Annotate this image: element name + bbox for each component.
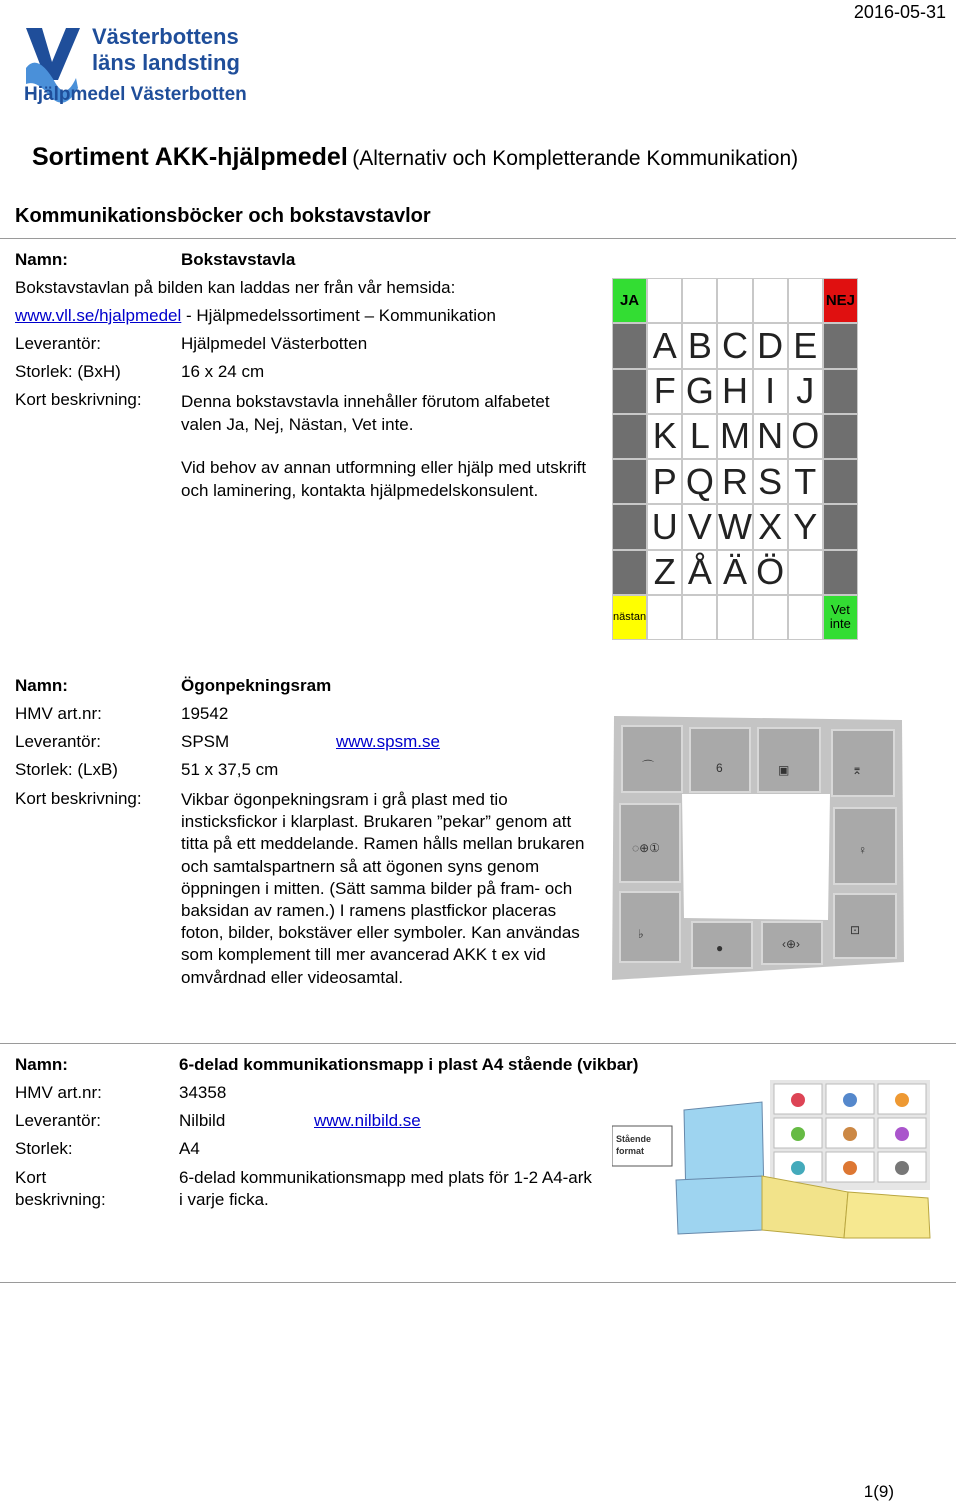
item1-link-tail: - Hjälpmedelssortiment – Kommunikation <box>181 306 496 325</box>
folder-caption-1: Stående <box>616 1134 652 1144</box>
board-letter-L: L <box>682 414 717 459</box>
svg-text:⌒: ⌒ <box>642 759 655 773</box>
item2-desc: Vikbar ögonpekningsram i grå plast med tio insticksfickor i klarplast. Brukaren ”pekar” genom att titta på ett meddelande. Ramen hålls mellan brukaren och samtalspartnern så att ögonen syns genom öppningen i mitten. (Sätt samma bilder på fram- och baksidan av ramen.) I ramens plastfickor placeras foton, bilder, bokstäver eller symboler. Kan användas som komplement till mer avancerad AKK t ex vid omvårdnad eller videosamtal. <box>181 790 585 987</box>
board-letter-Q: Q <box>682 459 717 504</box>
eye-gaze-frame-photo <box>612 712 908 984</box>
item2-art: 19542 <box>181 704 229 723</box>
board-edge-cell <box>823 550 858 595</box>
item2-name: Ögonpekningsram <box>181 676 332 695</box>
board-letter-H: H <box>717 369 752 414</box>
board-letter-S: S <box>753 459 788 504</box>
item3-size: A4 <box>179 1139 200 1158</box>
letter-board <box>612 278 858 640</box>
board-letter-F: F <box>647 369 682 414</box>
item2-desc-label: Kort beskrivning: <box>15 789 142 808</box>
item1-name-label: Namn: <box>15 250 68 269</box>
divider <box>0 1043 956 1044</box>
board-cell <box>753 595 788 640</box>
board-letter-R: R <box>717 459 752 504</box>
board-cell <box>682 595 717 640</box>
board-cell <box>788 550 823 595</box>
board-cell <box>647 595 682 640</box>
item1-size: 16 x 24 cm <box>181 362 265 381</box>
svg-text:●: ● <box>716 941 724 955</box>
board-letter-E: E <box>788 323 823 368</box>
folder-caption-2: format <box>616 1146 645 1156</box>
item2-link[interactable]: www.spsm.se <box>336 732 440 751</box>
item2-supplier-label: Leverantör: <box>15 732 101 751</box>
item2-name-label: Namn: <box>15 676 68 695</box>
svg-text:♀: ♀ <box>858 843 867 857</box>
item3-art-label: HMV art.nr: <box>15 1083 102 1102</box>
board-edge-cell <box>823 369 858 414</box>
board-edge-cell <box>612 550 647 595</box>
item3-size-label: Storlek: <box>15 1139 73 1158</box>
board-letter-Y: Y <box>788 504 823 549</box>
page-title <box>32 143 798 172</box>
svg-text:⊡: ⊡ <box>850 923 861 937</box>
board-cell <box>647 278 682 323</box>
item3-desc-label: Kort beskrivning: <box>15 1168 106 1209</box>
board-cell <box>788 278 823 323</box>
header-date: 2016-05-31 <box>853 2 946 22</box>
board-letter-I: I <box>753 369 788 414</box>
board-cell <box>682 278 717 323</box>
board-letter-G: G <box>682 369 717 414</box>
board-ja: JA <box>613 279 646 322</box>
item1-size-label: Storlek: (BxH) <box>15 362 121 381</box>
item3-link[interactable]: www.nilbild.se <box>314 1111 421 1130</box>
svg-text:♭: ♭ <box>638 927 644 941</box>
section-heading: Kommunikationsböcker och bokstavstavlor <box>15 205 431 227</box>
board-letter-M: M <box>717 414 752 459</box>
board-edge-cell <box>612 459 647 504</box>
svg-text:Västerbottens: Västerbottens <box>92 24 239 49</box>
item3-art: 34358 <box>179 1083 227 1102</box>
board-cell <box>753 278 788 323</box>
item1-link-line <box>15 306 496 326</box>
item3-name-label: Namn: <box>15 1055 68 1074</box>
item1-desc2: Vid behov av annan utformning eller hjälp med utskrift och laminering, kontakta hjälpmedelskonsulent. <box>181 458 587 500</box>
item3-desc: 6-delad kommunikationsmapp med plats för 1-2 A4-ark i varje ficka. <box>179 1168 592 1209</box>
item1-intro: Bokstavstavlan på bilden kan laddas ner från vår hemsida: <box>15 278 456 297</box>
board-edge-cell <box>823 323 858 368</box>
board-edge-cell <box>823 459 858 504</box>
item3-supplier: Nilbild <box>179 1111 226 1130</box>
svg-text:6: 6 <box>716 761 723 775</box>
board-nastan: nästan <box>613 596 646 639</box>
title-main: Sortiment AKK-hjälpmedel <box>32 143 348 171</box>
item2-art-label: HMV art.nr: <box>15 704 102 723</box>
board-letter-W: W <box>717 504 752 549</box>
board-edge-cell <box>612 504 647 549</box>
svg-text:◌⊕①: ◌⊕① <box>632 841 660 855</box>
board-letter-C: C <box>717 323 752 368</box>
item3-name: 6-delad kommunikationsmapp i plast A4 stående (vikbar) <box>179 1055 639 1074</box>
board-edge-cell <box>823 414 858 459</box>
board-edge-cell <box>612 414 647 459</box>
board-edge-cell <box>823 504 858 549</box>
board-letter-P: P <box>647 459 682 504</box>
board-letter-N: N <box>753 414 788 459</box>
board-letter-D: D <box>753 323 788 368</box>
item2-size: 51 x 37,5 cm <box>181 760 279 779</box>
item1-supplier-label: Leverantör: <box>15 334 101 353</box>
board-letter-J: J <box>788 369 823 414</box>
item2-supplier: SPSM <box>181 732 230 751</box>
item1-desc: Denna bokstavstavla innehåller förutom alfabetet valen Ja, Nej, Nästan, Vet inte. <box>181 392 550 434</box>
board-letter-V: V <box>682 504 717 549</box>
board-letter-T: T <box>788 459 823 504</box>
landsting-logo <box>22 22 272 108</box>
board-letter-U: U <box>647 504 682 549</box>
board-cell <box>717 278 752 323</box>
item3-supplier-label: Leverantör: <box>15 1111 101 1130</box>
divider <box>0 1282 956 1283</box>
item1-link[interactable]: www.vll.se/hjalpmedel <box>15 306 182 325</box>
title-sub: (Alternativ och Kompletterande Kommunikation) <box>352 147 799 170</box>
svg-text:▣: ▣ <box>778 763 790 777</box>
item1-desc-label: Kort beskrivning: <box>15 390 142 409</box>
board-edge-cell <box>612 323 647 368</box>
board-letter-K: K <box>647 414 682 459</box>
board-letter-Å: Å <box>682 550 717 595</box>
communication-folder-photo <box>612 1080 934 1240</box>
board-letter-Ö: Ö <box>753 550 788 595</box>
board-letter-Z: Z <box>647 550 682 595</box>
board-vet-inte: Vet inte <box>824 596 857 639</box>
board-letter-X: X <box>753 504 788 549</box>
board-letter-O: O <box>788 414 823 459</box>
svg-text:⌆: ⌆ <box>852 763 863 777</box>
svg-text:‹⊕›: ‹⊕› <box>782 937 801 951</box>
board-nej: NEJ <box>824 279 857 322</box>
page-number: 1(9) <box>863 1482 894 1501</box>
board-cell <box>717 595 752 640</box>
board-edge-cell <box>612 369 647 414</box>
board-cell <box>788 595 823 640</box>
item1-name: Bokstavstavla <box>181 250 296 269</box>
item1-supplier: Hjälpmedel Västerbotten <box>181 334 368 353</box>
divider <box>0 238 956 239</box>
board-letter-B: B <box>682 323 717 368</box>
svg-text:Hjälpmedel Västerbotten: Hjälpmedel Västerbotten <box>24 84 247 105</box>
board-letter-Ä: Ä <box>717 550 752 595</box>
svg-text:läns landsting: läns landsting <box>92 50 240 75</box>
board-letter-A: A <box>647 323 682 368</box>
item2-size-label: Storlek: (LxB) <box>15 760 118 779</box>
